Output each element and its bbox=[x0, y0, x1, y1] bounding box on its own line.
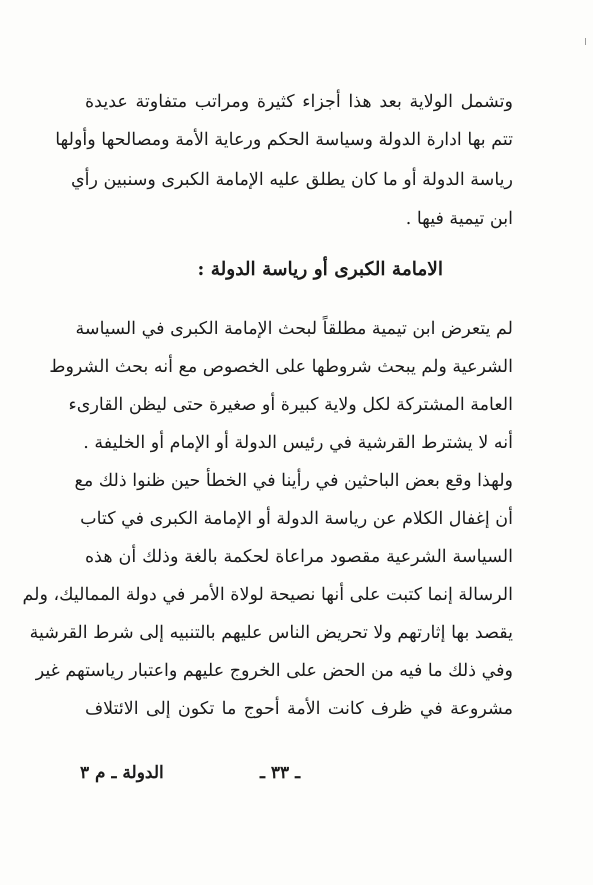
text-line: العامة المشتركة لكل ولاية كبيرة أو صغيرة حتى ليظن القارىء bbox=[68, 395, 513, 415]
page-footer bbox=[80, 763, 510, 789]
page-edge-mark bbox=[585, 38, 586, 45]
page-number: ـ ٣٣ ـ bbox=[260, 763, 301, 783]
text-line: الرسالة إنما كتبت على أنها نصيحة لولاة الأمر في دولة المماليك، ولم bbox=[22, 585, 513, 605]
footer-signature: الدولة ـ م ٣ bbox=[80, 763, 164, 783]
text-line: وفي ذلك ما فيه من الحض على الخروج عليهم واعتبار رياستهم غير bbox=[35, 661, 513, 681]
text-line: يقصد بها إثارتهم ولا تحريض الناس عليهم بالتنبيه إلى شرط القرشية bbox=[29, 623, 513, 643]
text-line: أن إغفال الكلام عن رياسة الدولة أو الإمامة الكبرى في كتاب bbox=[80, 509, 513, 529]
text-line: تتم بها ادارة الدولة وسياسة الحكم ورعاية الأمة ومصالحها وأولها bbox=[55, 130, 513, 150]
text-line: أنه لا يشترط القرشية في رئيس الدولة أو الإمام أو الخليفة . bbox=[83, 433, 513, 453]
text-line: ابن تيمية فيها . bbox=[405, 209, 513, 229]
section-heading: الامامة الكبرى أو رياسة الدولة : bbox=[197, 259, 443, 280]
text-line: وتشمل الولاية بعد هذا أجزاء كثيرة ومراتب متفاوتة عديدة bbox=[85, 92, 513, 112]
text-line: الشرعية ولم يبحث شروطها على الخصوص مع أنه بحث الشروط bbox=[49, 357, 513, 377]
text-line: لم يتعرض ابن تيمية مطلقاً لبحث الإمامة الكبرى في السياسة bbox=[75, 319, 513, 339]
text-line: رياسة الدولة أو ما كان يطلق عليه الإمامة الكبرى وسنبين رأي bbox=[70, 170, 513, 190]
text-line: السياسة الشرعية مقصود مراعاة لحكمة بالغة وذلك أن هذه bbox=[85, 547, 513, 567]
text-line: مشروعة في ظرف كانت الأمة أحوج ما تكون إلى الائتلاف bbox=[85, 699, 513, 719]
text-line: ولهذا وقع بعض الباحثين في رأينا في الخطأ حين ظنوا ذلك مع bbox=[74, 471, 513, 491]
